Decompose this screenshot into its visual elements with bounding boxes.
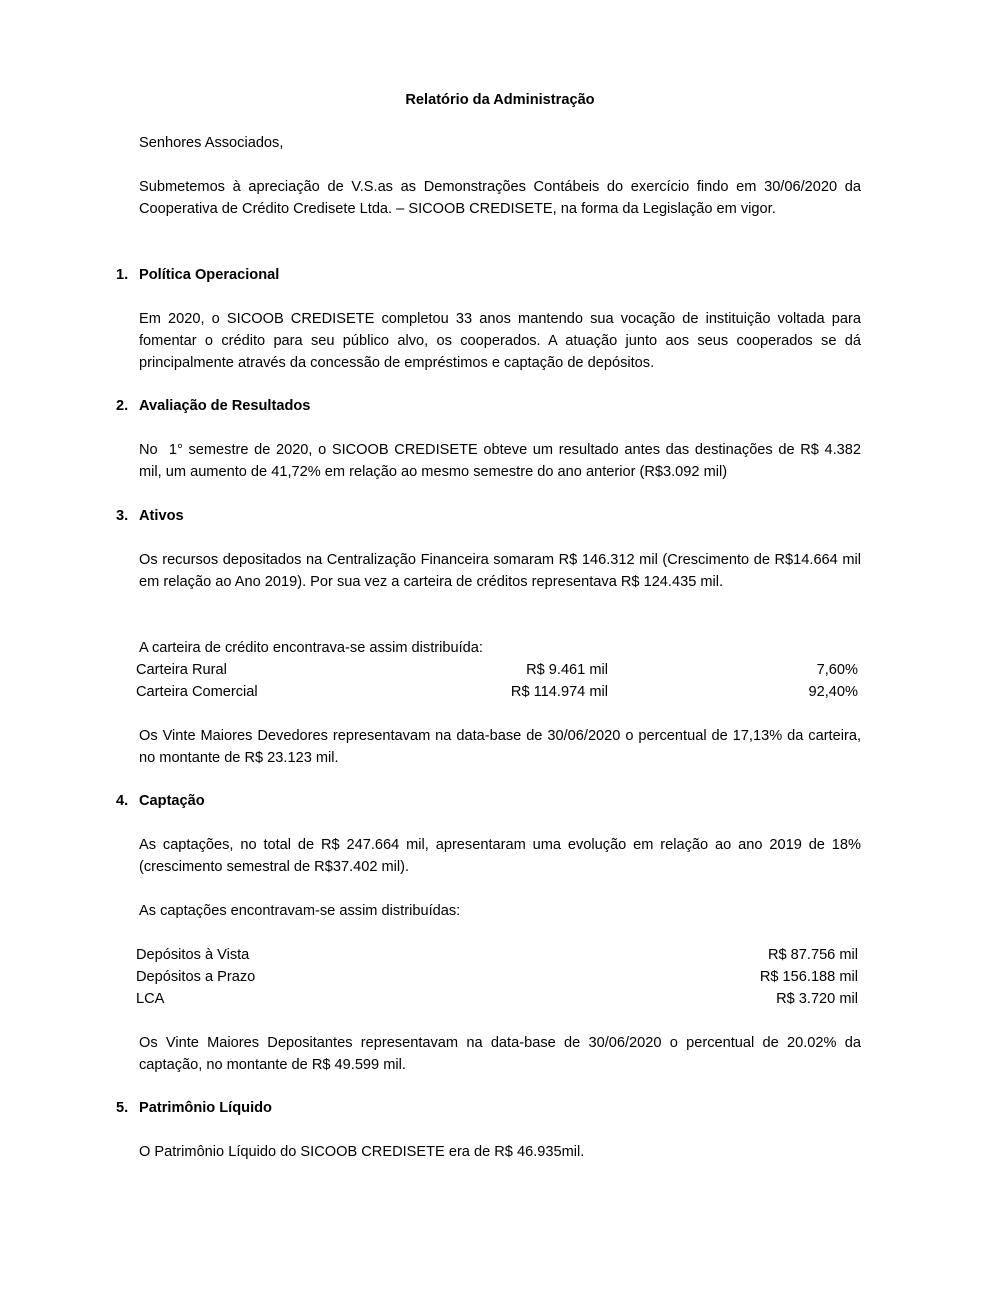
paragraph: No 1° semestre de 2020, o SICOOB CREDISETE obteve um resultado antes das destinações de R$ 4.382 mil, um aumento de 41,72% em relação ao mesmo semestre do ano anterior (R$3.092 mil) [139,442,866,480]
section-heading: 3. Ativos [116,508,184,524]
paragraph: As captações, no total de R$ 247.664 mil, apresentaram uma evolução em relação ao ano 2019 de 18% (crescimento semestral de R$37.402 mil). [139,837,861,875]
page-title: Relatório da Administração [405,92,595,108]
paragraph: Os Vinte Maiores Depositantes representavam na data-base de 30/06/2020 o percentual de 20.02% da captação, no montante de R$ 49.599 mil. [139,1035,861,1073]
section-heading: 1. Política Operacional [116,267,280,283]
table-row: Carteira Comercial R$ 114.974 mil 92,40% [136,684,858,700]
paragraph: Os recursos depositados na Centralização Financeira somaram R$ 146.312 mil (Crescimento de R$14.664 mil em relação ao Ano 2019). Por sua vez a carteira de créditos representava R$ 124.435 mil. [139,552,861,590]
table-row: Depósitos à Vista R$ 87.756 mil [136,947,858,963]
paragraph: As captações encontravam-se assim distribuídas: [139,903,461,919]
paragraph: O Patrimônio Líquido do SICOOB CREDISETE era de R$ 46.935mil. [139,1144,585,1160]
paragraph: Em 2020, o SICOOB CREDISETE completou 33 anos mantendo sua vocação de instituição voltada para fomentar o crédito para seu público alvo, os cooperados. A atuação junto aos seus cooperados se dá principalmente através da concessão de empréstimos e captação de depósitos. [139,311,861,371]
paragraph: Os Vinte Maiores Devedores representavam na data-base de 30/06/2020 o percentual de 17,13% da carteira, no montante de R$ 23.123 mil. [139,728,861,766]
intro-paragraph: Submetemos à apreciação de V.S.as as Demonstrações Contábeis do exercício findo em 30/06/2020 da Cooperativa de Crédito Credisete Ltda. – SICOOB CREDISETE, na forma da Legislação em vigor. [139,179,861,217]
section-heading: 5. Patrimônio Líquido [116,1100,272,1116]
section-heading: 2. Avaliação de Resultados [116,398,311,414]
table-row: LCA R$ 3.720 mil [136,991,858,1007]
paragraph: A carteira de crédito encontrava-se assim distribuída: [139,640,483,656]
greeting: Senhores Associados, [139,135,284,151]
table-row: Carteira Rural R$ 9.461 mil 7,60% [136,662,858,678]
section-heading: 4. Captação [116,793,205,809]
table-row: Depósitos a Prazo R$ 156.188 mil [136,969,858,985]
